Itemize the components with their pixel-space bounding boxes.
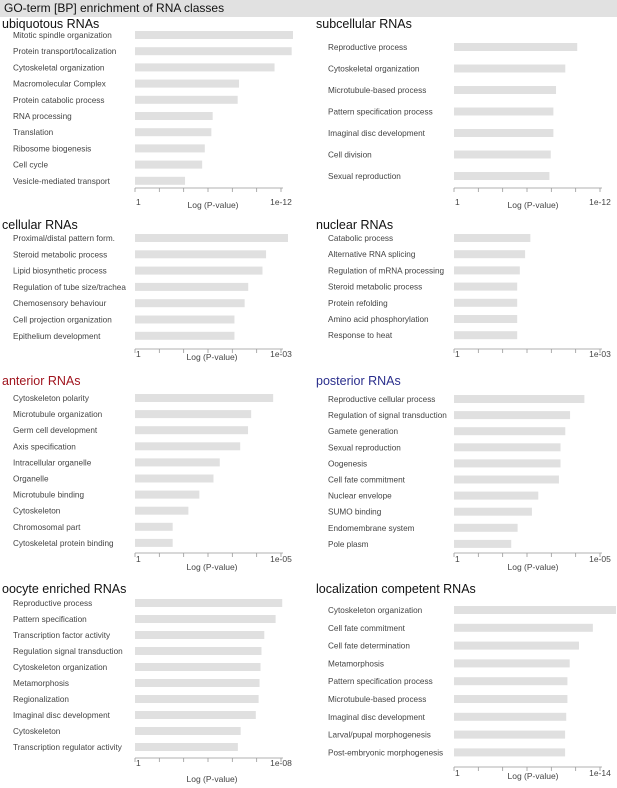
x-tick-label: 1e-12: [589, 197, 611, 207]
category-label: Alternative RNA splicing: [328, 250, 416, 260]
bar: [135, 426, 248, 434]
category-label: Steroid metabolic process: [328, 282, 423, 292]
category-label: Endomembrane system: [328, 523, 415, 533]
category-label: Translation: [13, 128, 54, 138]
category-label: Protein catabolic process: [13, 95, 105, 105]
bar: [135, 283, 248, 291]
x-tick-label: 1: [455, 768, 460, 778]
bar: [454, 411, 570, 419]
bar: [135, 727, 241, 735]
category-label: Cytoskeleton polarity: [13, 394, 89, 403]
bar: [454, 299, 517, 307]
category-label: Amino acid phosphorylation: [328, 315, 429, 324]
bar: [454, 459, 561, 467]
bar: [454, 731, 565, 739]
bar: [135, 112, 213, 120]
bar: [135, 442, 240, 450]
bar: [454, 695, 567, 703]
bar: [454, 250, 525, 258]
category-label: Chromosomal part: [13, 522, 81, 532]
category-label: Pattern specification process: [328, 677, 433, 687]
chart-title: localization competent RNAs: [316, 582, 476, 596]
x-tick-label: 1: [455, 349, 460, 359]
bar: [454, 331, 517, 339]
bar: [135, 695, 259, 703]
category-label: Post-embryonic morphogenesis: [328, 748, 444, 758]
x-tick-label: 1: [455, 197, 460, 207]
bar: [135, 743, 238, 751]
x-tick-label: 1: [136, 349, 141, 359]
category-label: Catabolic process: [328, 234, 394, 243]
x-tick-label: 1: [136, 758, 141, 768]
bar: [135, 507, 188, 515]
category-label: Microtubule binding: [13, 490, 85, 500]
x-axis-label: Log (P-value): [186, 774, 238, 784]
bar: [135, 316, 234, 324]
bar: [135, 647, 261, 655]
x-tick-label: 1: [136, 197, 141, 207]
bar: [135, 332, 234, 340]
category-label: Axis specification: [13, 442, 76, 452]
chart-title: oocyte enriched RNAs: [2, 582, 127, 596]
bar: [454, 266, 520, 274]
category-label: Pole plasm: [328, 539, 369, 549]
bar: [454, 659, 570, 667]
category-label: Organelle: [13, 474, 49, 484]
bar: [135, 491, 199, 499]
x-tick-label: 1e-05: [270, 554, 292, 564]
category-label: Cell division: [328, 150, 372, 160]
bar: [135, 177, 185, 185]
bar: [454, 540, 511, 548]
category-label: Gamete generation: [328, 427, 399, 437]
category-label: Regulation of mRNA processing: [328, 266, 445, 276]
category-label: Reproductive process: [328, 43, 408, 52]
category-label: Microtubule-based process: [328, 86, 427, 95]
figure-title: GO-term [BP] enrichment of RNA classes: [4, 1, 225, 15]
category-label: Protein refolding: [328, 298, 388, 308]
x-axis-label: Log (P-value): [186, 562, 238, 572]
bar: [135, 144, 205, 152]
category-label: Larval/pupal morphogenesis: [328, 730, 431, 740]
bar: [454, 86, 556, 94]
category-label: Regulation of signal transduction: [328, 411, 447, 421]
bar: [454, 108, 553, 116]
bar: [135, 458, 220, 466]
category-label: Regulation signal transduction: [13, 647, 123, 656]
category-label: Sexual reproduction: [328, 443, 401, 453]
x-axis-label: Log (P-value): [507, 200, 559, 210]
x-axis-label: Log (P-value): [507, 562, 559, 572]
bar: [135, 663, 261, 671]
bar: [454, 748, 565, 756]
bar: [454, 524, 518, 532]
bar: [135, 299, 245, 307]
bar: [135, 31, 293, 39]
category-label: Cell fate commitment: [328, 475, 405, 485]
bar: [454, 65, 565, 73]
bar: [135, 128, 211, 136]
category-label: Proximal/distal pattern form.: [13, 234, 115, 243]
bar: [135, 599, 282, 607]
category-label: Lipid biosynthetic process: [13, 266, 107, 276]
bar: [135, 410, 251, 418]
bar: [454, 129, 553, 137]
bar: [135, 539, 173, 547]
bar: [454, 427, 565, 435]
category-label: Cytoskeleton: [13, 727, 61, 736]
category-label: Macromolecular Complex: [13, 79, 106, 89]
bar: [454, 43, 577, 51]
category-label: Imaginal disc development: [328, 712, 425, 722]
category-label: Ribosome biogenesis: [13, 144, 92, 154]
category-label: Transcription factor activity: [13, 631, 111, 640]
bar: [454, 677, 567, 685]
category-label: Chemosensory behaviour: [13, 299, 107, 309]
bar: [135, 615, 276, 623]
category-label: Germ cell development: [13, 426, 98, 436]
bar: [135, 631, 264, 639]
bar: [454, 508, 532, 516]
bar: [454, 624, 593, 632]
chart-title: cellular RNAs: [2, 218, 78, 232]
x-axis-label: Log (P-value): [507, 771, 559, 781]
x-tick-label: 1: [455, 554, 460, 564]
bar: [454, 172, 549, 180]
bar: [135, 47, 292, 55]
bar: [454, 443, 561, 451]
category-label: Cell fate commitment: [328, 623, 405, 633]
bar: [135, 161, 202, 169]
bar: [135, 250, 266, 258]
category-label: Metamorphosis: [13, 679, 69, 688]
category-label: Intracellular organelle: [13, 458, 92, 468]
bar: [135, 394, 273, 402]
category-label: Protein transport/localization: [13, 47, 117, 57]
category-label: Regionalization: [13, 695, 69, 704]
bar: [135, 80, 239, 88]
category-label: Cytoskeleton organization: [13, 663, 108, 672]
bar: [135, 523, 173, 531]
category-label: Pattern specification process: [328, 107, 433, 117]
bar: [454, 713, 566, 721]
bar: [135, 96, 238, 104]
category-label: Vesicle-mediated transport: [13, 176, 110, 186]
bar: [135, 475, 214, 483]
x-tick-label: 1e-03: [270, 349, 292, 359]
category-label: Cell cycle: [13, 160, 49, 170]
x-axis-label: Log (P-value): [187, 200, 239, 210]
category-label: Sexual reproduction: [328, 172, 401, 181]
category-label: Cytoskeleton organization: [328, 606, 423, 615]
bar: [454, 151, 551, 159]
bar: [454, 395, 584, 403]
category-label: Cytoskeletal protein binding: [13, 538, 114, 548]
category-label: Transcription regulator activity: [13, 743, 122, 752]
category-label: Reproductive cellular process: [328, 395, 436, 404]
category-label: Pattern specification: [13, 615, 87, 624]
category-label: Microtubule organization: [13, 410, 103, 420]
category-label: SUMO binding: [328, 507, 382, 517]
bar: [454, 283, 517, 291]
category-label: Metamorphosis: [328, 659, 384, 669]
bar: [454, 315, 517, 323]
category-label: Microtubule-based process: [328, 695, 427, 704]
chart-title: anterior RNAs: [2, 374, 81, 388]
category-label: Steroid metabolic process: [13, 250, 108, 260]
x-axis-label: Log (P-value): [186, 352, 238, 362]
category-label: Cell projection organization: [13, 315, 112, 325]
bar: [135, 267, 263, 275]
bar: [135, 679, 260, 687]
category-label: Reproductive process: [13, 599, 93, 608]
category-label: Imaginal disc development: [328, 129, 425, 138]
category-label: Cell fate determination: [328, 641, 410, 651]
chart-title: nuclear RNAs: [316, 218, 394, 232]
x-tick-label: 1e-12: [270, 197, 292, 207]
x-tick-label: 1e-14: [589, 768, 611, 778]
chart-title: ubiquotous RNAs: [2, 17, 100, 31]
bar: [135, 234, 288, 242]
bar: [454, 642, 579, 650]
category-label: Cytoskeletal organization: [328, 64, 420, 74]
category-label: RNA processing: [13, 112, 72, 121]
x-tick-label: 1e-03: [589, 349, 611, 359]
category-label: Cytoskeletal organization: [13, 63, 105, 73]
category-label: Epithelium development: [13, 331, 101, 341]
category-label: Cytoskeleton: [13, 506, 61, 516]
bar: [454, 606, 616, 614]
chart-title: posterior RNAs: [316, 374, 401, 388]
x-tick-label: 1e-08: [270, 758, 292, 768]
category-label: Nuclear envelope: [328, 491, 392, 501]
bar: [454, 476, 559, 484]
x-tick-label: 1e-05: [589, 554, 611, 564]
bar: [135, 711, 256, 719]
category-label: Regulation of tube size/trachea: [13, 282, 126, 292]
bar: [454, 234, 530, 242]
bar: [454, 492, 538, 500]
category-label: Mitotic spindle organization: [13, 31, 112, 40]
bar: [135, 63, 275, 71]
x-tick-label: 1: [136, 554, 141, 564]
chart-title: subcellular RNAs: [316, 17, 412, 31]
category-label: Oogenesis: [328, 459, 368, 469]
category-label: Imaginal disc development: [13, 711, 110, 720]
category-label: Response to heat: [328, 331, 393, 341]
